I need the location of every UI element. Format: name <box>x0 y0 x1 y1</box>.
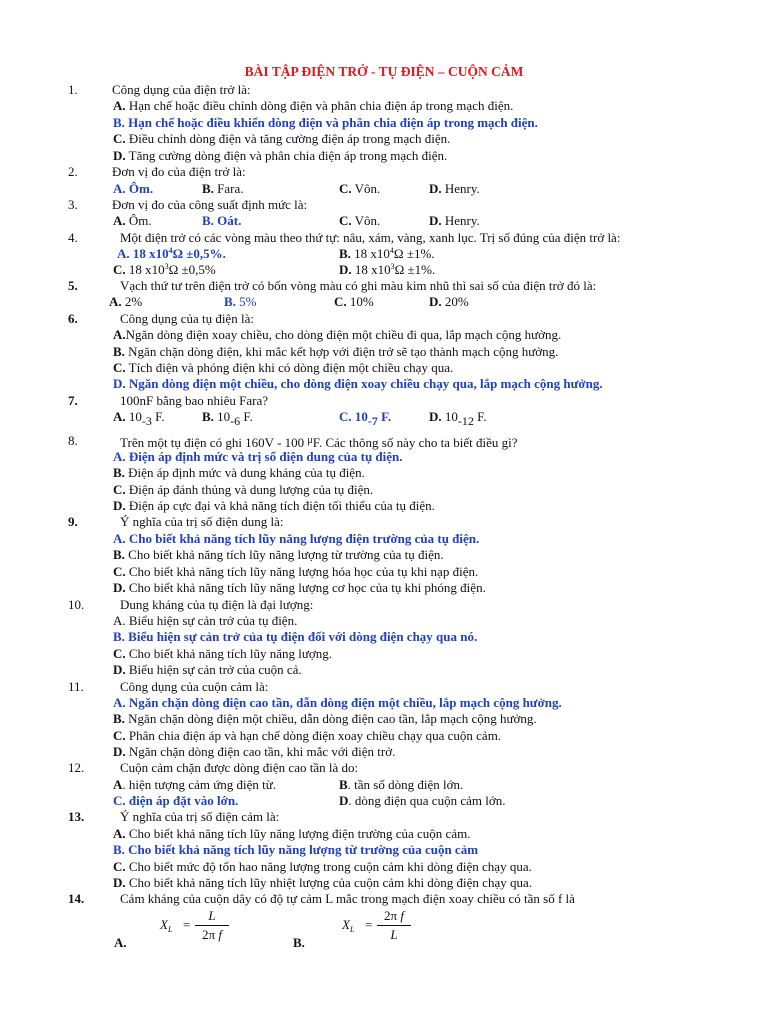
q7-option-b <box>202 408 253 428</box>
question-number: 3. <box>68 197 78 212</box>
option-text: Ngăn dòng điện một chiều, cho dòng điện xoay chiều chạy qua, lắp mạch cộng hưởng. <box>125 376 603 391</box>
q7-option-d <box>429 408 487 428</box>
option-label: A. <box>117 246 130 261</box>
q1-option-a <box>0 97 768 114</box>
numerator-coefficient: 2 <box>384 908 391 923</box>
question-text: Vạch thứ tư trên điện trở có bốn vòng màu có ghi màu kim nhũ thì sai số của điện trở đó là: <box>120 278 597 293</box>
q1-option-c <box>0 130 768 147</box>
option-text: Điện áp định mức và trị số điện dung của tụ điện. <box>125 449 403 464</box>
q10-option-c <box>0 645 768 662</box>
option-text: Ôm. <box>125 181 154 196</box>
option-label: A. <box>113 327 126 342</box>
q6-option-c <box>0 359 768 376</box>
option-label: A. <box>113 181 126 196</box>
q12-option-b <box>339 776 463 793</box>
option-label: D. <box>113 875 126 890</box>
q12-option-d <box>339 792 505 809</box>
option-text-suffix: F. <box>151 409 165 424</box>
denominator-variable: f <box>215 927 222 942</box>
question-number: 9. <box>68 514 78 529</box>
option-text: Ngăn chặn dòng điện một chiều, dẫn dòng điện cao tần, lắp mạch cộng hưởng. <box>124 711 537 726</box>
question-10 <box>0 596 768 613</box>
q3-option-c <box>339 212 380 229</box>
question-11 <box>0 678 768 695</box>
q2-option-a-correct <box>113 180 153 197</box>
option-label: C. <box>339 213 352 228</box>
option-text: Biểu hiện sự cản trở của cuộn cả. <box>125 662 302 677</box>
fraction-numerator: L <box>195 907 229 926</box>
q5-option-d <box>429 293 469 310</box>
q8-option-b <box>0 464 768 481</box>
q7-option-c-correct <box>339 408 392 428</box>
option-text: Cho biết khả năng tích lũy năng lượng từ trường của tụ điện. <box>124 547 444 562</box>
option-label: B. <box>113 842 125 857</box>
option-label: B. <box>113 711 125 726</box>
option-text: Cho biết mức độ tổn hao năng lượng trong cuộn cảm khi dòng điện chạy qua. <box>125 859 532 874</box>
option-label: C. <box>113 859 126 874</box>
question-2 <box>0 163 768 180</box>
equals-sign: = <box>365 917 373 932</box>
option-text: 18 x10 <box>351 262 391 277</box>
option-text: . hiện tượng cảm ứng điện từ. <box>122 777 277 792</box>
option-label: D. <box>429 294 442 309</box>
option-label: B. <box>113 115 125 130</box>
question-number: 1. <box>68 82 78 97</box>
q14-formula-b <box>342 907 422 947</box>
question-text: Công dụng của cuộn cảm là: <box>120 679 269 694</box>
option-label: B. <box>113 465 125 480</box>
q13-option-a <box>0 825 768 842</box>
option-label: A. <box>113 826 126 841</box>
question-7 <box>0 392 768 409</box>
option-text: Hạn chế hoặc điều chỉnh dòng điện và phân chia điện áp trong mạch điện. <box>125 98 514 113</box>
option-label: D <box>339 793 349 808</box>
option-label: C. <box>113 131 126 146</box>
exponent: -7 <box>367 414 378 428</box>
exponent: -6 <box>230 414 241 428</box>
question-number: 10. <box>68 597 85 612</box>
option-text: 18 x10 <box>125 262 165 277</box>
exponent: -3 <box>141 414 152 428</box>
q10-option-d <box>0 661 768 678</box>
option-text: Cho biết khả năng tích lũy năng lượng từ trường của cuộn cảm <box>124 842 479 857</box>
option-label: C. <box>339 409 352 424</box>
option-label: A. <box>113 695 126 710</box>
option-text: Điện áp cực đại và khả năng tích điện tối thiểu của tụ điện. <box>125 498 435 513</box>
q11-option-b <box>0 710 768 727</box>
q5-option-c <box>334 293 374 310</box>
equals-sign: = <box>183 917 191 932</box>
option-label: A. <box>113 531 126 546</box>
question-3 <box>0 196 768 213</box>
option-text: 10 <box>213 409 231 424</box>
q3-option-d <box>429 212 480 229</box>
option-text: Điện áp định mức và dung kháng của tụ điện. <box>124 465 365 480</box>
q6-option-d-correct <box>0 375 768 392</box>
option-text: Fara. <box>213 181 244 196</box>
question-9 <box>0 513 768 530</box>
question-text: Công dụng của tụ điện là: <box>120 311 254 326</box>
option-label: D. <box>429 181 442 196</box>
q12-option-c-correct <box>113 792 238 809</box>
question-number: 8. <box>68 433 78 448</box>
option-text: . tần số dòng điện lớn. <box>347 777 464 792</box>
fraction-denominator: L <box>390 927 398 942</box>
exponent: 4 <box>168 246 173 255</box>
page-title: BÀI TẬP ĐIỆN TRỞ - TỤ ĐIỆN – CUỘN CẢM <box>244 64 524 79</box>
question-text: Công dụng của điện trở là: <box>112 82 251 97</box>
exponent: 3 <box>164 262 169 271</box>
question-number: 4. <box>68 230 78 245</box>
option-text: Điện áp đánh thủng và dung lượng của tụ điện. <box>125 482 374 497</box>
option-label: A. <box>113 213 126 228</box>
numerator-variable: f <box>397 908 404 923</box>
option-text: 18 x10 <box>129 246 169 261</box>
q4-options-cd <box>0 261 768 278</box>
option-text-suffix: Ω ±1%. <box>394 262 436 277</box>
question-13 <box>0 808 768 825</box>
option-text: Vôn. <box>351 213 381 228</box>
option-label: D. <box>429 409 442 424</box>
option-text: Ngăn chặn dòng điện cao tần, khi mắc với điện trở. <box>125 744 396 759</box>
q11-option-d <box>0 743 768 760</box>
option-label: A. <box>113 449 126 464</box>
question-text: Đơn vị đo của điện trở là: <box>112 164 246 179</box>
question-number: 6. <box>68 311 78 326</box>
option-label: D. <box>113 148 126 163</box>
formula-variable: X <box>160 917 168 932</box>
option-text: 10 <box>125 409 142 424</box>
exponent: 4 <box>389 246 394 255</box>
option-label: C. <box>113 262 126 277</box>
q4-option-c <box>113 261 216 278</box>
option-text: Cho biết khả năng tích lũy năng lượng cơ học của tụ khi phóng điện. <box>125 580 486 595</box>
option-label: D. <box>113 498 126 513</box>
question-text: Đơn vị đo của công suất định mức là: <box>112 197 308 212</box>
option-text: Vôn. <box>351 181 381 196</box>
option-text: Phân chia điện áp và hạn chế dòng điện xoay chiều chạy qua cuộn cảm. <box>125 728 502 743</box>
option-label: B. <box>113 547 125 562</box>
q9-option-d <box>0 579 768 596</box>
option-text: Hạn chế hoặc điều khiển dòng điện và phân chia điện áp trong mạch điện. <box>124 115 538 130</box>
q6-option-b <box>0 343 768 360</box>
formula-lhs <box>160 917 172 933</box>
exponent: -12 <box>457 414 474 428</box>
q8-option-d <box>0 497 768 514</box>
question-6 <box>0 310 768 327</box>
option-text: Ngăn chặn dòng điện cao tần, dẫn dòng điện một chiều, lắp mạch cộng hưởng. <box>125 695 562 710</box>
question-text: Ý nghĩa của trị số điện cảm là: <box>120 809 280 824</box>
option-text: Henry. <box>441 181 480 196</box>
q7-option-a <box>113 408 165 428</box>
question-8 <box>0 432 768 449</box>
q4-option-a-correct <box>117 245 226 262</box>
option-text: Tích điện và phóng điện khi có dòng điện một chiều chạy qua. <box>125 360 454 375</box>
q12-options-ab <box>0 776 768 793</box>
option-label: A. <box>109 294 122 309</box>
q12-option-a <box>113 776 276 793</box>
option-label: C. <box>113 564 126 579</box>
option-text: Henry. <box>441 213 480 228</box>
option-text: Biểu hiện sự cản trở của tụ điện. <box>125 613 298 628</box>
q5-option-b-correct <box>224 293 257 310</box>
option-label: D. <box>339 262 352 277</box>
question-number: 12. <box>68 760 85 775</box>
question-number: 5. <box>68 278 78 293</box>
option-label: C. <box>113 728 126 743</box>
q9-option-c <box>0 563 768 580</box>
option-text-suffix: F. <box>377 409 392 424</box>
q5-option-a <box>109 293 142 310</box>
q1-option-d <box>0 147 768 164</box>
option-label: C. <box>334 294 347 309</box>
option-label: C. <box>339 181 352 196</box>
option-label: A. <box>113 613 126 628</box>
option-label: D. <box>113 744 126 759</box>
question-number: 7. <box>68 393 78 408</box>
q12-options-cd <box>0 792 768 809</box>
option-label: B. <box>113 629 125 644</box>
option-label: B <box>339 777 348 792</box>
formula-variable: X <box>342 917 350 932</box>
q4-option-b <box>339 245 435 262</box>
option-label: B. <box>113 344 125 359</box>
q7-options <box>0 408 768 428</box>
q13-option-c <box>0 858 768 875</box>
q14-formula-a <box>160 907 240 947</box>
formula-lhs <box>342 917 354 933</box>
option-text: Biểu hiện sự cản trở của tụ điện đối với dòng điện chạy qua nó. <box>124 629 478 644</box>
question-text: 100nF bằng bao nhiêu Fara? <box>120 393 269 408</box>
q14-option-a-label: A. <box>114 935 127 950</box>
question-12 <box>0 759 768 776</box>
question-number: 2. <box>68 164 78 179</box>
option-text: . dòng điện qua cuộn cảm lớn. <box>348 793 506 808</box>
option-text-suffix: Ω ±1%. <box>393 246 435 261</box>
option-text: 10 <box>441 409 458 424</box>
q2-option-c <box>339 180 380 197</box>
question-text-start: Trên một tụ điện có ghi 160V - 100 <box>120 435 308 450</box>
q10-option-b-correct <box>0 628 768 645</box>
denominator-coefficient: 2 <box>202 927 209 942</box>
q3-option-b-correct <box>202 212 241 229</box>
option-label: C. <box>113 482 126 497</box>
q4-options-ab <box>0 245 768 262</box>
q3-options <box>0 212 768 229</box>
q2-options <box>0 180 768 197</box>
formula-subscript: L <box>167 925 173 934</box>
q2-option-b <box>202 180 244 197</box>
q11-option-a-correct <box>0 694 768 711</box>
option-text: 18 x10 <box>350 246 390 261</box>
option-text: Tăng cường dòng điện và phân chia điện áp trong mạch điện. <box>125 148 448 163</box>
question-number: 14. <box>68 891 85 906</box>
option-label: B. <box>339 246 351 261</box>
option-label: B. <box>202 181 214 196</box>
option-text-suffix: Ω ±0,5%. <box>172 246 226 261</box>
option-label: B. <box>202 409 214 424</box>
q1-option-b-correct <box>0 114 768 131</box>
q9-option-b <box>0 546 768 563</box>
option-text: 2% <box>121 294 143 309</box>
option-text: Ôm. <box>125 213 152 228</box>
option-label: A. <box>113 98 126 113</box>
question-14 <box>0 890 768 907</box>
option-text: Cho biết khả năng tích lũy năng lượng điện trường của cuộn cảm. <box>125 826 471 841</box>
micro-symbol: μ <box>307 435 313 446</box>
q9-option-a-correct <box>0 530 768 547</box>
option-text: 5% <box>235 294 257 309</box>
option-text-suffix: F. <box>240 409 253 424</box>
pi-symbol: π <box>208 927 216 942</box>
question-number: 11. <box>68 679 84 694</box>
formula-fraction <box>195 907 229 944</box>
option-text: Oát. <box>213 213 242 228</box>
question-number: 13. <box>68 809 85 824</box>
question-text: Dung kháng của tụ điện là đại lượng: <box>120 597 314 612</box>
q13-option-b-correct <box>0 841 768 858</box>
option-text: Cho biết khả năng tích lũy năng lượng điện trường của tụ điện. <box>125 531 480 546</box>
option-label: B. <box>202 213 214 228</box>
question-text: Cảm kháng của cuộn dây có độ tự cảm L mắc trong mạch điện xoay chiều có tần số f là <box>120 891 575 906</box>
question-1 <box>0 81 768 98</box>
option-text: Ngăn dòng điện xoay chiều, cho dòng điện một chiều đi qua, lắp mạch cộng hưởng. <box>125 327 562 342</box>
q14-option-b-label: B. <box>293 935 305 950</box>
question-text: Một điện trở có các vòng màu theo thứ tự: nâu, xám, vàng, xanh lục. Trị số đúng của điện trở là: <box>120 230 621 245</box>
option-text: 20% <box>441 294 469 309</box>
option-text: Cho biết khả năng tích lũy năng lượng hóa học của tụ khi nạp điện. <box>125 564 479 579</box>
option-label: C. <box>113 646 126 661</box>
option-text: 10 <box>351 409 368 424</box>
question-text-end: F. Các thông số này cho ta biết điều gì? <box>312 435 518 450</box>
option-label: C. <box>113 793 126 808</box>
q11-option-c <box>0 727 768 744</box>
option-text: Điều chỉnh dòng điện và tăng cường điện áp trong mạch điện. <box>125 131 451 146</box>
option-text: Cho biết khả năng tích lũy năng lượng. <box>125 646 333 661</box>
q2-option-d <box>429 180 480 197</box>
formula-subscript: L <box>349 925 355 934</box>
pi-symbol: π <box>390 908 398 923</box>
option-label: B. <box>224 294 236 309</box>
option-label: D. <box>429 213 442 228</box>
question-text: Cuộn cảm chặn được dòng điện cao tần là do: <box>120 760 359 775</box>
q6-option-a <box>0 326 768 343</box>
q8-option-a-correct <box>0 448 768 465</box>
option-text: Ngăn chặn dòng điện, khi mắc kết hợp với điện trở sẽ tạo thành mạch cộng hưởng. <box>124 344 559 359</box>
question-5 <box>0 277 768 294</box>
option-label: A. <box>113 409 126 424</box>
option-text-suffix: Ω ±0,5% <box>168 262 216 277</box>
q8-option-c <box>0 481 768 498</box>
option-label: D. <box>113 662 126 677</box>
q10-option-a <box>0 612 768 629</box>
exponent: 3 <box>390 262 395 271</box>
question-4 <box>0 229 768 246</box>
q3-option-a <box>113 212 152 229</box>
fraction-denominator <box>195 926 229 944</box>
formula-fraction <box>377 907 411 944</box>
option-label: A <box>113 777 123 792</box>
q5-options <box>0 293 768 310</box>
option-text: Cho biết khả năng tích lũy nhiệt lượng của cuộn cảm khi dòng điện chạy qua. <box>125 875 532 890</box>
q4-option-d <box>339 261 435 278</box>
option-text: 10% <box>346 294 374 309</box>
option-label: C. <box>113 360 126 375</box>
option-text-suffix: F. <box>473 409 487 424</box>
question-text: Ý nghĩa của trị số điện dung là: <box>120 514 284 529</box>
option-label: D. <box>113 376 126 391</box>
option-text: điện áp đặt vào lớn. <box>125 793 239 808</box>
fraction-numerator <box>377 907 411 926</box>
q13-option-d <box>0 874 768 891</box>
option-label: D. <box>113 580 126 595</box>
